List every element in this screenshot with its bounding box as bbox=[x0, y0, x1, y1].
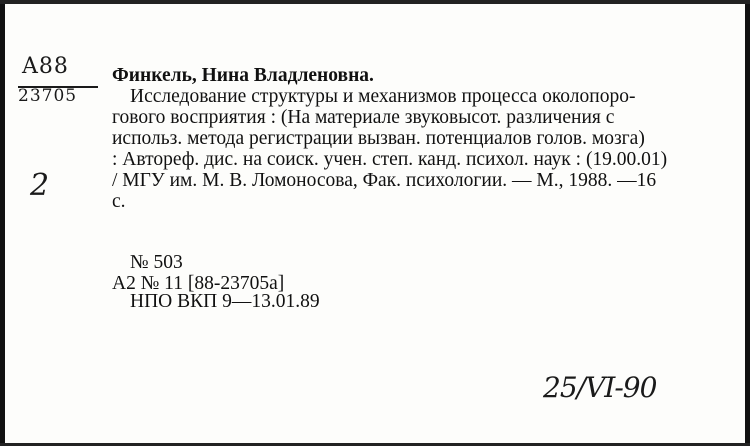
description-line-1: Исследование структуры и механизмов процесса околопоро- bbox=[130, 86, 636, 107]
description-line-6: с. bbox=[112, 191, 126, 212]
side-mark: 2 bbox=[30, 168, 50, 203]
card-edge-right bbox=[745, 0, 750, 446]
record-number: № 503 bbox=[130, 252, 183, 273]
card-edge-left bbox=[0, 0, 5, 446]
classification-code: А2 № 11 [88-23705а] bbox=[112, 273, 285, 294]
description-line-3: использ. метода регистрации вызван. потенциалов голов. мозга) bbox=[112, 128, 645, 149]
shelfmark-top: A88 bbox=[22, 54, 69, 79]
description-line-4: : Автореф. дис. на соиск. учен. степ. канд. психол. наук : (19.00.01) bbox=[112, 149, 668, 170]
handwritten-date: 25/VI-90 bbox=[543, 371, 657, 404]
description-line-5: / МГУ им. М. В. Ломоносова, Фак. психологии. — М., 1988. —16 bbox=[112, 170, 657, 191]
npo-stamp-line: НПО ВКП 9—13.01.89 bbox=[130, 291, 320, 312]
author-heading: Финкель, Нина Владленовна. bbox=[112, 65, 374, 86]
shelfmark-bottom: 23705 bbox=[18, 86, 78, 106]
description-line-2: гового восприятия : (На материале звуковысот. различения с bbox=[112, 107, 615, 128]
card-edge-top bbox=[0, 0, 750, 4]
